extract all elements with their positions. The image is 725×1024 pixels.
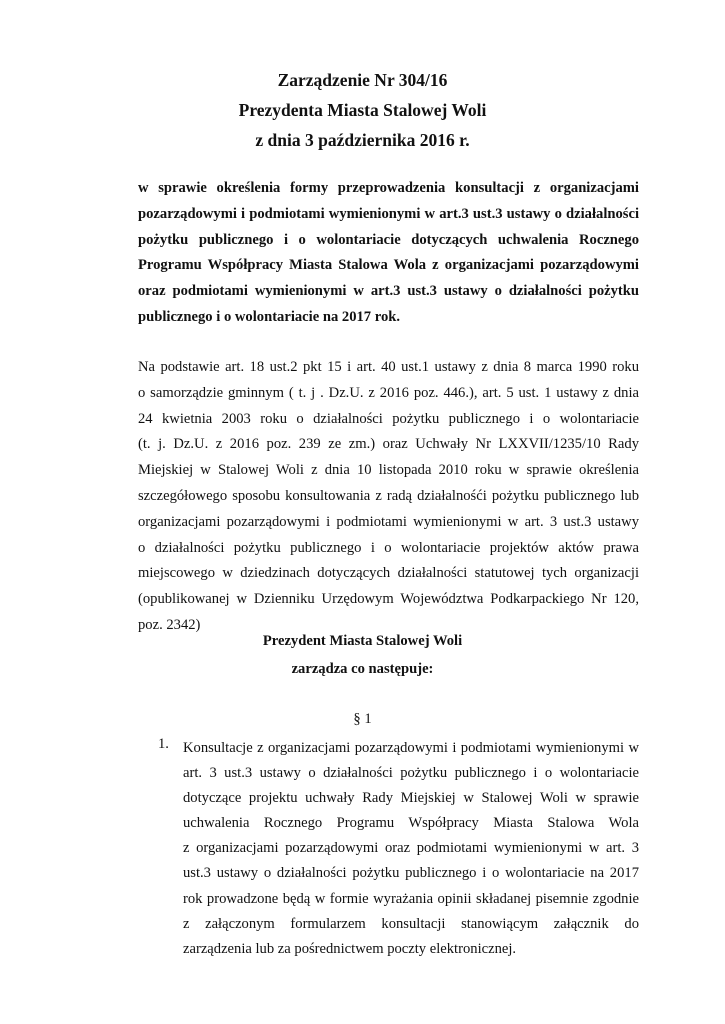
basis-line: (t. j. Dz.U. z 2016 poz. 239 ze zm.) oraz Uchwały Nr LXXVII/1235/10 Rady [138, 436, 639, 453]
item-line: z załączonym formularzem konsultacji stanowiącym załącznik do [183, 915, 639, 932]
item-line: uchwalenia Rocznego Programu Współpracy Miasta Stalowa Wola [183, 815, 639, 832]
subject-line: publicznego i o wolontariacie na 2017 rok. [138, 308, 401, 325]
subject-line: w sprawie określenia formy przeprowadzenia konsultacji z organizacjami [138, 180, 639, 196]
basis-line: (opublikowanej w Dzienniku Urzędowym Województwa Podkarpackiego Nr 120, [138, 591, 639, 608]
basis-line: Miejskiej w Stalowej Woli z dnia 10 listopada 2010 roku w sprawie określenia [138, 462, 639, 479]
basis-line: 24 kwietnia 2003 roku o działalności pożytku publicznego i o wolontariacie [138, 410, 639, 427]
item-line: Konsultacje z organizacjami pozarządowymi i podmiotami wymienionymi w [183, 740, 639, 756]
subject-line: pożytku publicznego i o wolontariacie dotyczących uchwalenia Rocznego [138, 231, 639, 248]
list-item-number: 1. [158, 736, 169, 752]
document-date: z dnia 3 października 2016 r. [255, 130, 470, 150]
basis-line: organizacjami pozarządowymi i podmiotami wymienionymi w art. 3 ust.3 ustawy [138, 513, 639, 530]
item-line: zarządzenia lub za pośrednictwem poczty elektronicznej. [183, 940, 517, 957]
basis-line: o działalności pożytku publicznego i o wolontariacie projektów aktów prawa [138, 539, 639, 556]
subject-line: pozarządowymi i podmiotami wymienionymi w art.3 ust.3 ustawy o działalności [138, 205, 639, 222]
subject-line: Programu Współpracy Miasta Stalowa Wola z organizacjami pozarządowymi [138, 257, 639, 274]
legal-basis [138, 355, 639, 639]
basis-line: miejscowego w dziedzinach dotyczących działalności statutowej tych organizacji [138, 565, 639, 582]
item-line: dotyczące projektu uchwały Rady Miejskiej w Stalowej Woli w sprawie [183, 790, 639, 807]
basis-line: Na podstawie art. 18 ust.2 pkt 15 i art. 40 ust.1 ustawy z dnia 8 marca 1990 roku [138, 359, 639, 375]
document-title: Zarządzenie Nr 304/16 [277, 70, 448, 90]
president-heading: Prezydent Miasta Stalowej Woli [262, 633, 463, 649]
list-item-text [183, 736, 639, 962]
item-line: rok prowadzone będą w formie wyrażania opinii składanej pisemnie zgodnie [183, 890, 639, 907]
item-line: art. 3 ust.3 ustawy o działalności pożytku publicznego i o wolontariacie [183, 765, 639, 782]
document-issuer: Prezydenta Miasta Stalowej Woli [238, 100, 487, 120]
item-line: ust.3 ustawy o działalności pożytku publicznego i o wolontariacie na 2017 [183, 865, 639, 882]
basis-line: poz. 2342) [138, 616, 201, 633]
basis-line: szczegółowego sposobu konsultowania z radą działalnośći pożytku publicznego lub [138, 487, 639, 504]
orders-heading: zarządza co następuje: [291, 661, 434, 677]
section-sign: § 1 [353, 711, 372, 727]
document-subject [138, 176, 639, 331]
basis-line: o samorządzie gminnym ( t. j . Dz.U. z 2016 poz. 446.), art. 5 ust. 1 ustawy z dnia [138, 384, 639, 401]
item-line: z organizacjami pozarządowymi oraz podmiotami wymienionymi w art. 3 [183, 840, 639, 857]
subject-line: oraz podmiotami wymienionymi w art.3 ust.3 ustawy o działalności pożytku [138, 283, 639, 300]
